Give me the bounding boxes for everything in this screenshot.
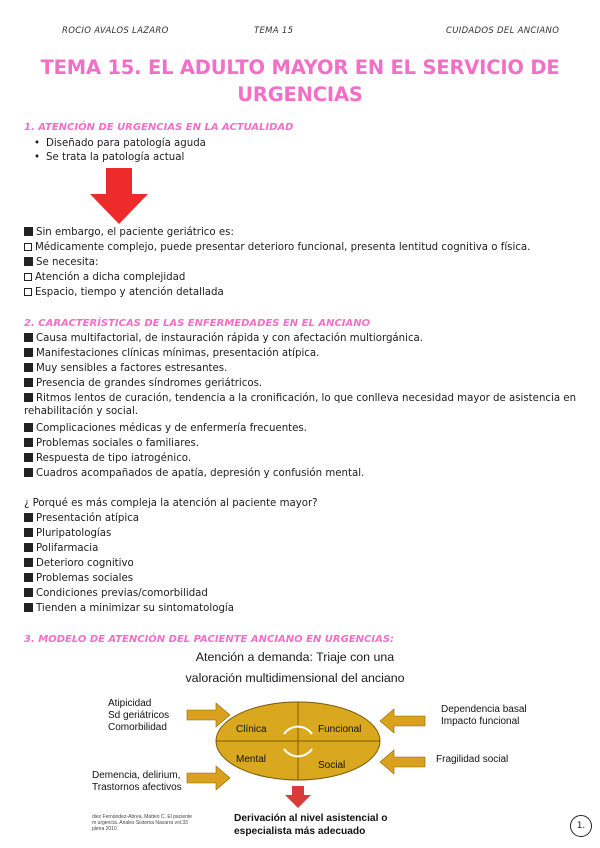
header-author: ROCIO AVALOS LAZARO	[62, 26, 169, 36]
list-item: Presentación atípica	[24, 512, 139, 525]
hollow-square-bullet-icon	[24, 288, 32, 296]
square-bullet-icon	[24, 588, 33, 597]
square-bullet-icon	[24, 438, 33, 447]
hollow-square-bullet-icon	[24, 243, 32, 251]
section1-line: Médicamente complejo, puede presentar deterioro funcional, presenta lentitud cognitiva o física.	[24, 241, 530, 254]
square-bullet-icon	[24, 528, 33, 537]
list-item: Deterioro cognitivo	[24, 557, 134, 570]
left-bottom-label: Demencia, delirium,	[92, 770, 181, 781]
list-item: Complicaciones médicas y de enfermería frecuentes.	[24, 422, 307, 435]
square-bullet-icon	[24, 363, 33, 372]
page-title: TEMA 15. EL ADULTO MAYOR EN EL SERVICIO DE URGENCIAS	[40, 56, 560, 106]
list-item: Manifestaciones clínicas mínimas, presentación atípica.	[24, 347, 319, 360]
header-subject: CUIDADOS DEL ANCIANO	[446, 26, 560, 36]
arrow-right-icon	[187, 703, 230, 727]
square-bullet-icon	[24, 543, 33, 552]
left-top-label: Atipicidad	[108, 698, 152, 709]
arrow-down-icon	[285, 786, 311, 808]
list-item: Cuadros acompañados de apatía, depresión y confusión mental.	[24, 467, 364, 480]
square-bullet-icon	[24, 423, 33, 432]
diagram-title-line1: Atención a demanda: Triaje con una	[195, 650, 395, 664]
bullet-dot: •	[34, 138, 41, 149]
list-item: Tienden a minimizar su sintomatología	[24, 602, 234, 615]
left-top-label: Sd geriátricos	[108, 710, 170, 721]
square-bullet-icon	[24, 348, 33, 357]
header-topic: TEMA 15	[254, 26, 294, 36]
section1-bullet: Se trata la patología actual	[46, 152, 185, 163]
bullet-dot: •	[34, 152, 41, 163]
list-item: Problemas sociales o familiares.	[24, 437, 199, 450]
square-bullet-icon	[24, 378, 33, 387]
list-item: Condiciones previas/comorbilidad	[24, 587, 208, 600]
section1-bullet: Diseñado para patología aguda	[46, 138, 206, 149]
square-bullet-icon	[24, 513, 33, 522]
right-top-label: Impacto funcional	[441, 716, 520, 727]
square-bullet-icon	[24, 227, 33, 236]
arrow-right-icon	[187, 766, 230, 790]
list-item: Pluripatologías	[24, 527, 111, 540]
arrow-left-icon	[380, 750, 425, 774]
list-item: Muy sensibles a factores estresantes.	[24, 362, 227, 375]
section1-line: Sin embargo, el paciente geriátrico es:	[24, 226, 234, 239]
square-bullet-icon	[24, 573, 33, 582]
section1-heading: 1. ATENCIÓN DE URGENCIAS EN LA ACTUALIDAD	[24, 122, 294, 133]
section3-heading: 3. MODELO DE ATENCIÓN DEL PACIENTE ANCIANO EN URGENCIAS:	[24, 634, 395, 645]
section2-question: ¿ Porqué es más compleja la atención al paciente mayor?	[24, 498, 318, 509]
square-bullet-icon	[24, 603, 33, 612]
quadrant-funcional: Funcional	[318, 724, 362, 735]
square-bullet-icon	[24, 453, 33, 462]
right-top-label: Dependencia basal	[441, 704, 527, 715]
square-bullet-icon	[24, 468, 33, 477]
square-bullet-icon	[24, 333, 33, 342]
section1-line: Espacio, tiempo y atención detallada	[24, 286, 224, 299]
list-item: Presencia de grandes síndromes geriátricos.	[24, 377, 262, 390]
list-item: Polifarmacia	[24, 542, 98, 555]
quadrant-social: Social	[318, 760, 346, 771]
right-bottom-label: Fragilidad social	[436, 754, 509, 765]
section2-heading: 2. CARACTERÍSTICAS DE LAS ENFERMEDADES EN EL ANCIANO	[24, 318, 371, 329]
hollow-square-bullet-icon	[24, 273, 32, 281]
list-item: Ritmos lentos de curación, tendencia a la cronificación, lo que conlleva necesidad mayor de asistencia en rehabilitación y social.	[24, 393, 577, 417]
list-item: Respuesta de tipo iatrogénico.	[24, 452, 191, 465]
left-top-label: Comorbilidad	[108, 722, 167, 733]
list-item: Problemas sociales	[24, 572, 133, 585]
page-number: 1.	[570, 815, 592, 837]
square-bullet-icon	[24, 257, 33, 266]
list-item: Causa multifactorial, de instauración rápida y con afectación multiorgánica.	[24, 332, 423, 345]
square-bullet-icon	[24, 558, 33, 567]
diagram-title-line2: valoración multidimensional del anciano	[185, 671, 405, 685]
reference-note: diez Fernández-Abrea, Matteo C. El paciente m urgencia. Anales Sistema Navarra vol.33 plena 2010	[92, 814, 193, 832]
left-bottom-label: Trastornos afectivos	[92, 782, 182, 793]
quadrant-clinica: Clínica	[236, 724, 267, 735]
section1-line: Atención a dicha complejidad	[24, 271, 185, 284]
section1-line: Se necesita:	[24, 256, 98, 269]
arrow-left-icon	[380, 709, 425, 733]
quadrant-mental: Mental	[236, 754, 267, 765]
down-arrow-icon	[90, 168, 148, 224]
square-bullet-icon	[24, 393, 33, 402]
diagram-conclusion: Derivación al nivel asistencial o especialista más adecuado	[234, 813, 388, 837]
